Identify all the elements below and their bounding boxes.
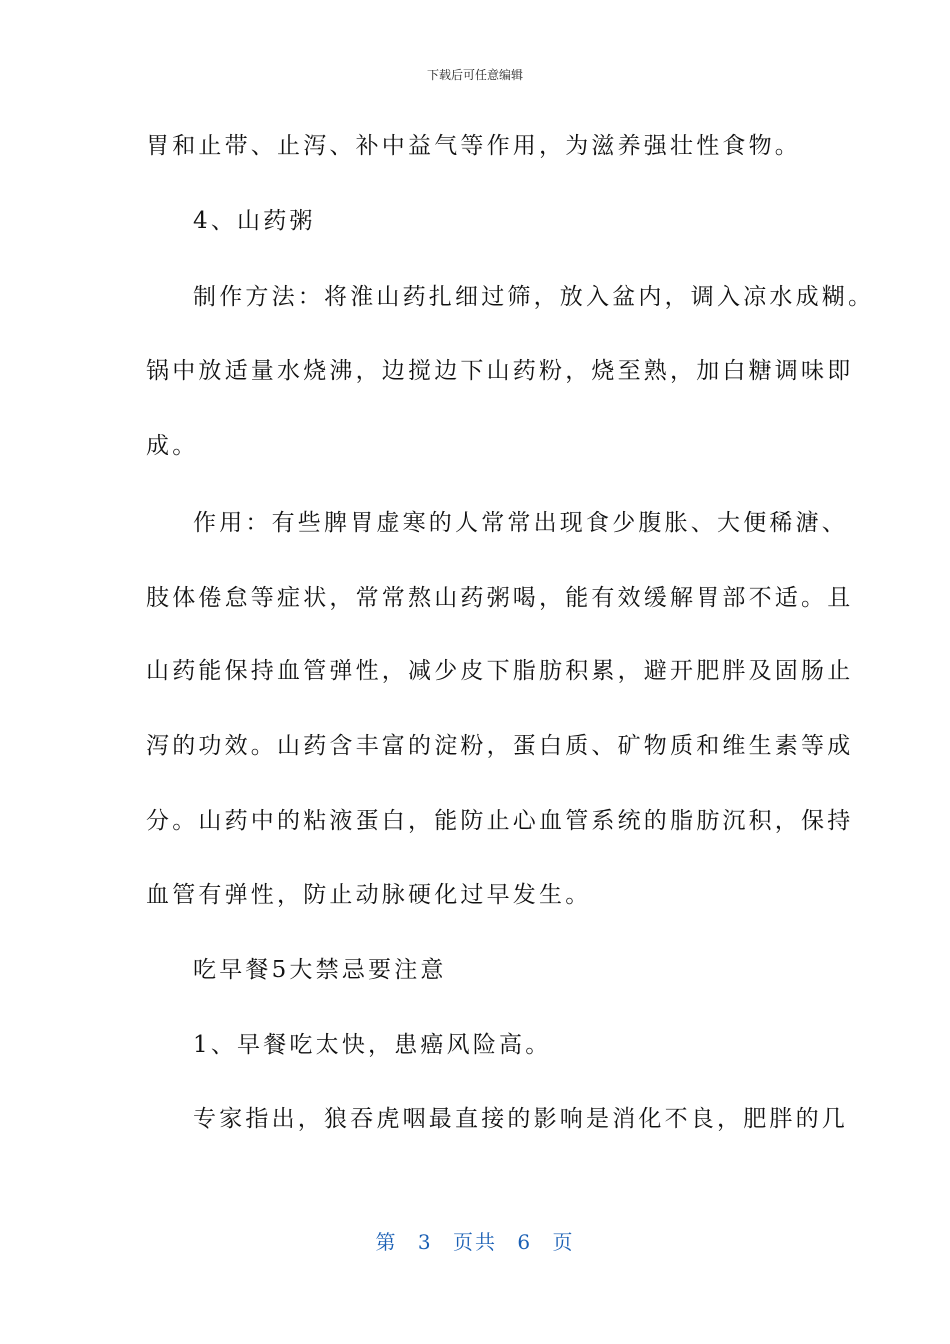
- paragraph-line: 专家指出，狼吞虎咽最直接的影响是消化不良，肥胖的几: [193, 1106, 848, 1132]
- footer-page-number: 3: [417, 1230, 433, 1254]
- paragraph-line: 锅中放适量水烧沸，边搅边下山药粉，烧至熟，加白糖调味即: [146, 358, 854, 384]
- paragraph-line: 胃和止带、止泻、补中益气等作用，为滋养强壮性食物。: [146, 133, 801, 159]
- footer-prefix: 第: [375, 1230, 398, 1254]
- section-heading: 4、山药粥: [193, 208, 316, 234]
- paragraph-line: 山药能保持血管弹性，减少皮下脂肪积累，避开肥胖及固肠止: [146, 658, 854, 684]
- header-note: 下载后可任意编辑: [426, 68, 523, 82]
- section-heading: 吃早餐5大禁忌要注意: [193, 957, 447, 983]
- footer-suffix: 页: [552, 1230, 575, 1254]
- paragraph-line: 泻的功效。山药含丰富的淀粉，蛋白质、矿物质和维生素等成: [146, 733, 854, 759]
- footer-total-pages: 6: [517, 1230, 533, 1254]
- page-footer: [0, 1226, 950, 1255]
- paragraph-line: 成。: [146, 433, 199, 459]
- paragraph-line: 血管有弹性，防止动脉硬化过早发生。: [146, 882, 592, 908]
- paragraph-line: 分。山药中的粘液蛋白，能防止心血管系统的脂肪沉积，保持: [146, 808, 854, 834]
- paragraph-line: 肢体倦怠等症状，常常熬山药粥喝，能有效缓解胃部不适。且: [146, 585, 854, 611]
- paragraph-line: 作用：有些脾胃虚寒的人常常出现食少腹胀、大便稀溏、: [193, 510, 848, 536]
- paragraph-line: 制作方法：将淮山药扎细过筛，放入盆内，调入凉水成糊。: [193, 284, 875, 310]
- footer-middle: 页共: [453, 1230, 497, 1254]
- section-heading: 1、早餐吃太快，患癌风险高。: [193, 1032, 552, 1058]
